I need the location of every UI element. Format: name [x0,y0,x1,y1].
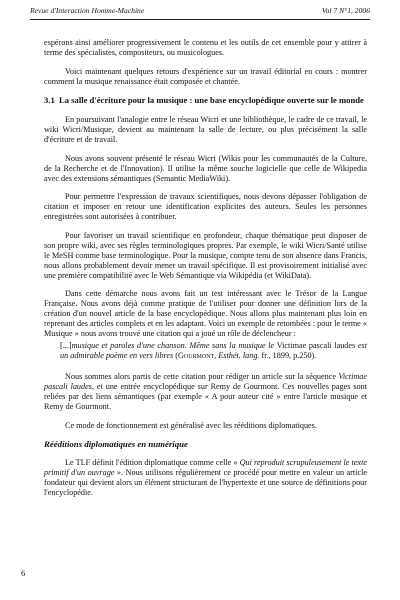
volume-info: Vol 7 N°1, 2006 [321,6,370,15]
header-rule [30,19,370,20]
page-number: 6 [21,568,26,578]
paragraph-generalised: Ce mode de fonctionnement est généralisé avec les rééditions diplomatiques. [65,420,317,430]
p8-text-a: Nous sommes alors partis de cette citation pour rédiger un article sur la séquence [65,372,339,381]
quote-work: Esthét. lang. [218,351,260,360]
quote-author: Gourmont [177,351,215,360]
paragraph-continuation: espérons ainsi améliorer progressivement le contenu et les outils de cet ensemble pour y attirer à terme des spécialistes, compositeurs, ou musicologues. [44,38,367,57]
quote-plain-3: , [214,351,219,360]
quote-italic-2: est un admirable poème en vers libres [60,341,368,360]
paragraph-diplomatic [44,458,367,498]
p10-text-b: ». Nous utilisons régulièrement ce procédé pour mettre en valeur un article fondateur qui devient alors un élément structurant de l'hypertexte et une source de définitions pour l'encyclopédie. [44,467,367,497]
section-number: 3.1 [44,95,55,105]
running-header [30,5,370,17]
journal-title: Revue d'Interaction Homme-Machine [30,6,145,15]
block-quote [60,341,367,361]
quote-plain-2: ( [173,351,178,360]
paragraph-authorship: Pour permettre l'expression de travaux scientifiques, nous devons dépasser l'obligation de citation et imposer en retour une identification explicites des auteurs. Seules les personnes enregistrées sont autorisées à contribuer. [44,192,367,221]
section-title: La salle d'écriture pour la musique : une base encyclopédique ouverte sur le monde [59,95,364,105]
quote-plain-1: Victimae pascali laudes [274,341,358,350]
quote-ellipsis: [...] [60,341,72,350]
quote-italic-1: musique et paroles d'une chanson. Même sans la musique le [71,341,275,350]
paragraph-feedback: Voici maintenant quelques retours d'expérience sur un travail éditorial en cours : montrer comment la musique renaissance était composée et chantée. [44,66,367,86]
p8-text-b: , et une entrée encyclopédique sur Remy de Gourmont. Ces nouvelles pages sont reliées par des liens sémantiques (par exemple « A pour auteur cité » entre l'article musique et Remy de Gourmont. [44,382,367,411]
paragraph-wicri: Nous avons souvent présenté le réseau Wicri (Wikis pour les communautés de la Culture, de la Recherche et de l'Innovation). Il utilise la même souche logicielle que celle de Wikipedia avec des extensions sémantiques (Semantic MediaWiki). [44,153,367,183]
subsection-heading: Rééditions diplomatiques en numérique [44,439,188,449]
paragraph-terminology: Pour favoriser un travail scientifique en profondeur, chaque thématique peut disposer de son propre wiki, avec ses règles terminologiques propres. Par exemple, le wiki Wicri/Santé utilise le MeSH comme base terminologique. Pour la musique, compte tenu de son absence dans Francis, nous allons probablement devoir mener un travail spécifique. Il est provisoirement initialisé avec une première compatibilité avec le Web Sémantique via Wikipédia (et WikiData). [44,230,367,280]
p8-italic: Victimae pascali laudes [44,372,367,391]
quote-plain-4: fr., 1899, p.250). [259,351,317,360]
paragraph-tlf: Dans cette démarche nous avons fait un test intéressant avec le Trésor de la Langue Française. Nous avons déjà comme pratique de l'utiliser pour donner une définition lors de la création d'un nouvel article de la base encyclopédique. Nous allons plus maintenant plus loin en reprenant des articles complets et en les adaptant. Voici un exemple de retombées : pour le terme « Musique » nous avons trouvé une citation qui a joué un rôle de déclencheur : [44,289,367,338]
paragraph-gourmont [44,372,367,412]
paragraph-analogy: En poursuivant l'analogie entre le réseau Wicri et une bibliothèque, le cadre de ce travail, le wiki Wicri/Musique, devient au maintenant la salle de lecture, ou plus précisément la salle d'écriture et de travail. [44,115,367,144]
body-text [44,38,367,506]
p10-italic: Qui reproduit scrupuleusement le texte primitif d'un ouvrage [44,457,367,477]
p10-text-a: Le TLF définit l'édition diplomatique comme celle « [65,457,240,467]
section-heading [44,95,367,106]
